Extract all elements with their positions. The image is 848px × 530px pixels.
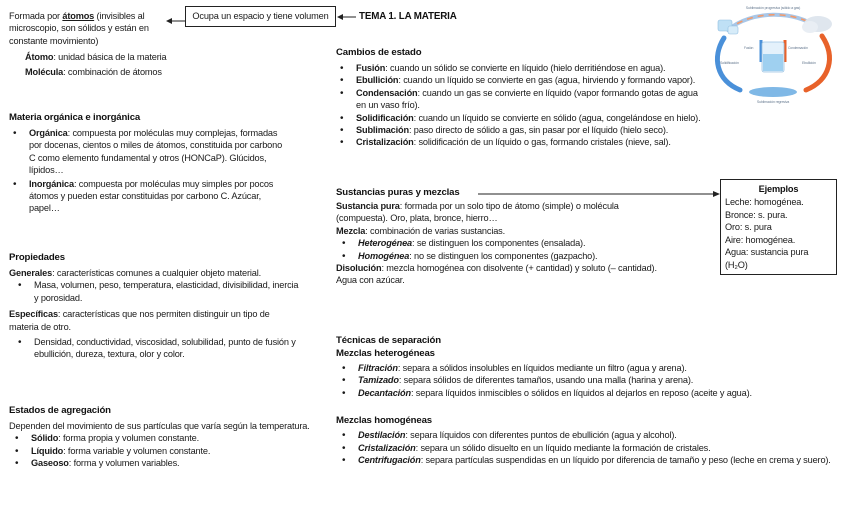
list-item: • Gaseoso: forma y volumen variables. xyxy=(31,457,329,469)
atomos-word: átomos xyxy=(62,11,95,21)
estados-list xyxy=(9,432,329,469)
mezcla-list xyxy=(336,237,708,262)
diagram-bottom-label: Sublimación regresiva xyxy=(756,100,790,104)
hetero-heading: Mezclas heterogéneas xyxy=(336,347,435,359)
molecula-definition: Molécula: combinación de átomos xyxy=(25,66,162,77)
sustancias-section: Sustancias puras y mezclas Sustancia pura: formada por un solo tipo de átomo (simple) o molécula (compuesta). Oro, plata, bronce, hierro… Mezcla: combinación de varias sustancias. • Heterogénea: se distinguen los componentes (ensalada). • Homogénea: no se distinguen los componentes (gazpacho). Disolución: mezcla homogénea con disolvente (+ cantidad) y soluto (– cantidad). Agua con azúcar. xyxy=(336,187,708,287)
especificas-list xyxy=(9,336,319,361)
cambios-section xyxy=(336,47,706,149)
cambios-list xyxy=(336,62,706,149)
page-title: TEMA 1. LA MATERIA xyxy=(359,11,457,22)
ejemplos-heading: Ejemplos xyxy=(758,184,799,194)
arrow-to-ejemplos xyxy=(478,189,720,197)
list-item: • Inorgánica: compuesta por moléculas muy simples por pocos átomos y pueden estar constituidas por carbono C. Azúcar, papel… xyxy=(29,178,319,215)
list-item: • Filtración: separa a sólidos insolubles en líquidos mediante un filtro (agua y arena). xyxy=(358,362,841,374)
list-item: • Decantación: separa líquidos inmiscibles o sólidos en líquidos al dejarlos en reposo (aceite y agua). xyxy=(358,387,841,399)
homo-heading: Mezclas homogéneas xyxy=(336,415,432,427)
sustancia-pura-definition: Sustancia pura: formada por un solo tipo de átomo (simple) o molécula xyxy=(336,200,619,211)
tecnicas-section xyxy=(336,335,841,466)
ejemplo-line: Aire: homogénea. xyxy=(725,234,796,245)
ejemplo-line: Agua: sustancia pura (H₂O) xyxy=(725,247,809,270)
diagram-top-label: Sublimación progresiva (sólido a gas) xyxy=(745,6,801,10)
state-changes-diagram xyxy=(706,2,840,106)
list-item: • Centrifugación: separa partículas suspendidas en un líquido por diferencia de tamaño y peso (leche en crema y suero). xyxy=(358,454,841,466)
diagram-left-label: Solidificación xyxy=(720,61,739,65)
puddle xyxy=(749,87,797,97)
ocupa-espacio-box: Ocupa un espacio y tiene volumen xyxy=(185,6,336,27)
list-item: • Masa, volumen, peso, temperatura, elasticidad, divisibilidad, inercia y porosidad. xyxy=(34,279,319,304)
diagram-center-label-2: Condensación xyxy=(788,46,808,50)
list-item: • Fusión: cuando un sólido se convierte en líquido (hielo derritiéndose en agua). xyxy=(356,62,706,74)
list-item: • Líquido: forma variable y volumen constante. xyxy=(31,445,329,457)
ejemplo-line: Leche: homogénea. xyxy=(725,197,804,208)
organica-section xyxy=(9,112,319,215)
intro-line-1: Formada por átomos (invisibles al xyxy=(9,11,145,21)
diagram-right-label: Ebullición xyxy=(802,61,816,65)
list-item: • Cristalización: separa un sólido disuelto en un líquido mediante la formación de cristales. xyxy=(358,442,841,454)
list-item: • Sólido: forma propia y volumen constante. xyxy=(31,432,329,444)
arrow-to-intro xyxy=(166,16,186,24)
list-item: • Ebullición: cuando un líquido se convierte en gas (agua, hirviendo y formando vapor). xyxy=(356,74,706,86)
estados-section xyxy=(9,405,329,470)
hetero-list xyxy=(336,362,841,399)
tecnicas-heading: Técnicas de separación xyxy=(336,335,441,346)
list-item: • Densidad, conductividad, viscosidad, solubilidad, punto de fusión y ebullición, dureza, textura, olor y color. xyxy=(34,336,319,361)
list-item: • Sublimación: paso directo de sólido a gas, sin pasar por el líquido (hielo seco). xyxy=(356,124,706,136)
generales-list xyxy=(9,279,319,304)
list-item: • Condensación: cuando un gas se convierte en líquido (vapor formando gotas de agua en un vaso frío). xyxy=(356,87,706,112)
estados-intro: Dependen del movimiento de sus partículas que varía según la temperatura. xyxy=(9,420,310,431)
ejemplo-line: Oro: s. pura xyxy=(725,222,772,233)
list-item: • Tamizado: separa sólidos de diferentes tamaños, usando una malla (harina y arena). xyxy=(358,374,841,386)
list-item: • Orgánica: compuesta por moléculas muy complejas, formadas por docenas, cientos o miles de átomos, constituida por carbono C como elemento fundamental y otros (HONCaP). Glúcidos, lípidos… xyxy=(29,127,319,177)
intro-line-3: constante movimiento) xyxy=(9,35,99,46)
estados-heading: Estados de agregación xyxy=(9,405,111,416)
list-item: • Heterogénea: se distinguen los componentes (ensalada). xyxy=(358,237,708,249)
atomo-definition: Átomo: unidad básica de la materia xyxy=(25,52,167,63)
list-item: • Homogénea: no se distinguen los componentes (gazpacho). xyxy=(358,250,708,262)
propiedades-section: Propiedades Generales: características comunes a cualquier objeto material. • Masa, volumen, peso, temperatura, elasticidad, divisibilidad, inercia y porosidad. Específicas: características que nos permiten distinguir un tipo de materia de otro. • Densidad, conductividad, viscosidad, solubilidad, punto de fusión y ebullición, dureza, textura, olor y color. xyxy=(9,252,319,361)
list-item: • Cristalización: solidificación de un líquido o gas, formando cristales (nieve, sal). xyxy=(356,136,706,148)
intro-block xyxy=(9,10,179,78)
list-item: • Destilación: separa líquidos con diferentes puntos de ebullición (agua y alcohol). xyxy=(358,429,841,441)
ejemplo-line: Bronce: s. pura. xyxy=(725,209,788,220)
cambios-heading: Cambios de estado xyxy=(336,47,422,58)
especificas-definition: Específicas: características que nos permiten distinguir un tipo de xyxy=(9,309,270,320)
organica-list xyxy=(9,127,319,215)
propiedades-heading: Propiedades xyxy=(9,252,65,263)
ejemplos-box xyxy=(720,179,837,275)
disolucion-definition: Disolución: mezcla homogénea con disolvente (+ cantidad) y soluto (– cantidad). xyxy=(336,263,657,274)
list-item: • Solidificación: cuando un líquido se convierte en sólido (agua, congelándose en hielo). xyxy=(356,112,706,124)
arrow-to-box xyxy=(337,12,357,20)
water-cycle-illustration xyxy=(706,2,840,106)
mezcla-definition: Mezcla: combinación de varias sustancias. xyxy=(336,225,506,236)
diagram-center-label-1: Fusión xyxy=(744,46,754,50)
intro-line-2: microscopio, son sólidos y están en xyxy=(9,23,149,34)
homo-list xyxy=(336,429,841,466)
organica-heading: Materia orgánica e inorgánica xyxy=(9,112,141,123)
sustancias-heading: Sustancias puras y mezclas xyxy=(336,187,460,198)
generales-definition: Generales: características comunes a cualquier objeto material. xyxy=(9,267,262,278)
